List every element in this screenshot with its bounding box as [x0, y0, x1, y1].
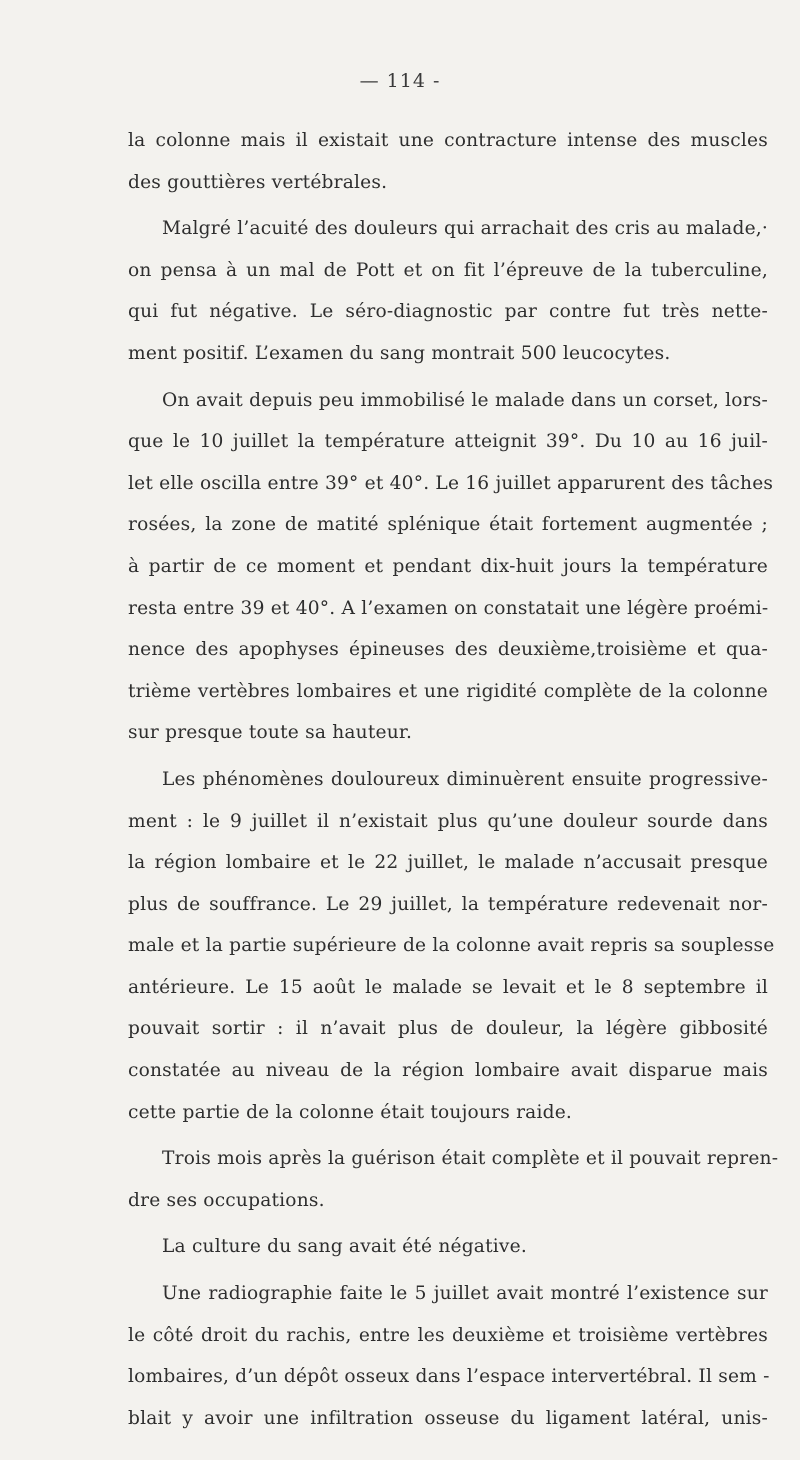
text-line: on pensa à un mal de Pott et on fit l’épreuve de la tuberculine, [128, 259, 768, 281]
text-line: Une radiographie faite le 5 juillet avait montré l’existence sur [162, 1283, 768, 1305]
paragraph [128, 208, 768, 374]
text-line: Trois mois après la guérison était complète et il pouvait repren- [162, 1148, 779, 1170]
text-line: Les phénomènes douloureux diminuèrent ensuite progressive- [162, 768, 768, 790]
text-line: le côté droit du rachis, entre les deuxième et troisième vertèbres [128, 1324, 768, 1346]
paragraph [128, 1226, 768, 1268]
text-line: cette partie de la colonne était toujours raide. [128, 1101, 573, 1123]
text-line: rosées, la zone de matité splénique était fortement augmentée ; [128, 514, 768, 536]
paragraph [128, 380, 774, 754]
text-line: des gouttières vertébrales. [128, 171, 388, 193]
paragraph [128, 1138, 779, 1221]
text-line: à partir de ce moment et pendant dix-huit jours la température [128, 555, 768, 577]
text-line: lombaires, d’un dépôt osseux dans l’espace intervertébral. Il sem - [128, 1366, 770, 1388]
text-line: On avait depuis peu immobilisé le malade dans un corset, lors- [162, 389, 768, 411]
text-line: la colonne mais il existait une contracture intense des muscles [128, 130, 768, 151]
paragraph [128, 759, 775, 1133]
body-text [128, 120, 779, 1439]
text-line: trième vertèbres lombaires et une rigidité complète de la colonne [128, 680, 768, 702]
text-line: male et la partie supérieure de la colonne avait repris sa souplesse [128, 935, 775, 957]
text-line: nence des apophyses épineuses des deuxième,troisième et qua- [128, 639, 768, 661]
text-line: resta entre 39 et 40°. A l’examen on constatait une légère proémi- [128, 597, 769, 619]
paragraph [128, 120, 768, 203]
text-line: ment : le 9 juillet il n’existait plus qu’une douleur sourde dans [128, 810, 768, 832]
text-line: que le 10 juillet la température atteignit 39°. Du 10 au 16 juil- [128, 431, 768, 453]
page-number: — 114 - [359, 70, 441, 92]
text-line: Malgré l’acuité des douleurs qui arrachait des cris au malade,· [162, 218, 768, 240]
text-line: let elle oscilla entre 39° et 40°. Le 16 juillet apparurent des tâches [128, 472, 774, 494]
text-line: blait y avoir une infiltration osseuse du ligament latéral, unis- [128, 1407, 768, 1429]
paragraph [128, 1273, 768, 1439]
text-line: pouvait sortir : il n’avait plus de douleur, la légère gibbosité [128, 1018, 768, 1040]
text-line: ment positif. L’examen du sang montrait 500 leucocytes. [128, 342, 671, 364]
text-line: constatée au niveau de la région lombaire avait disparue mais [128, 1060, 768, 1082]
text-line: plus de souffrance. Le 29 juillet, la température redevenait nor- [128, 893, 768, 915]
text-line: antérieure. Le 15 août le malade se levait et le 8 septembre il [128, 976, 768, 998]
text-line: la région lombaire et le 22 juillet, le malade n’accusait presque [128, 852, 768, 874]
text-line: qui fut négative. Le séro-diagnostic par contre fut très nette- [128, 301, 768, 323]
text-line: dre ses occupations. [128, 1189, 325, 1211]
text-line: sur presque toute sa hauteur. [128, 722, 413, 744]
text-line: La culture du sang avait été négative. [162, 1236, 527, 1258]
